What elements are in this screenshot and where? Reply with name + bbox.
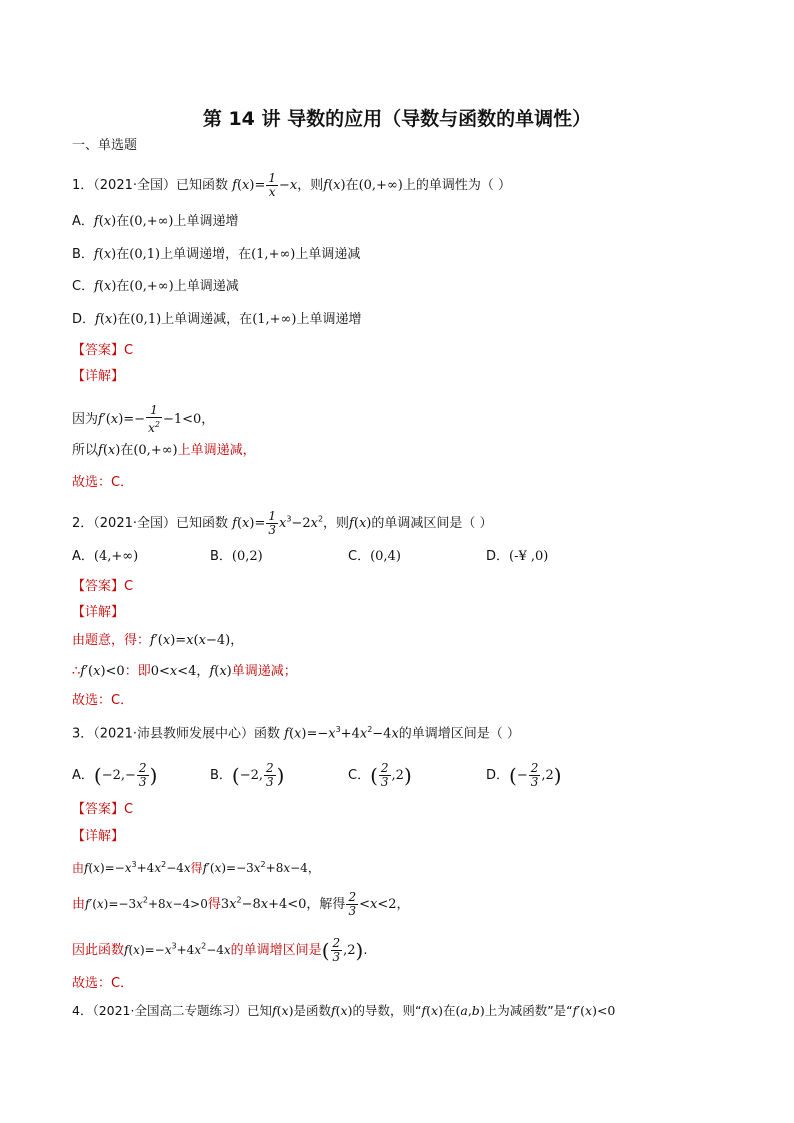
detail-3-line-1: 由$f(x)=-x^3+4x^2-4x$得$f'(x)=-3x^2+8x-4$， [72, 860, 320, 875]
question-3: 3．（2021·沛县教师发展中心）函数 $f(x)=-x^3+4x^2-4x$的单调增区间是（ ） [72, 725, 520, 742]
option-2d: D．(-¥ ,0) [486, 549, 549, 564]
question-4: 4．（2021·全国高二专题练习）已知f(x)是函数f(x)的导数，则“f(x)在(a,b)上为减函数”是“f′(x)<0 [72, 1003, 616, 1018]
option-3d: D．(− $\frac{2}{3}$ ,2) [486, 761, 562, 789]
answer-3: 【答案】C [72, 802, 134, 817]
question-2: 2．（2021·全国）已知函数 f(x)= $\frac{1}{3}$ $x^3-2x^2$，则f(x)的单调减区间是（ ） [72, 509, 493, 537]
question-1: 1．（2021·全国）已知函数 f(x)= $\frac{1}{x}$ −x，则f(x)在(0,+∞)上的单调性为（ ） [72, 171, 511, 199]
answer-2: 【答案】C [72, 579, 134, 594]
section-heading: 一、单选题 [72, 138, 138, 153]
detail-tag-1: 【详解】 [72, 369, 125, 384]
detail-3-line-3: 因此函数$f(x)=-x^3+4x^2-4x$的单调增区间是( $\frac{2}{3}$ ,2). [72, 936, 368, 964]
answer-1: 【答案】C [72, 343, 134, 358]
detail-2-line-2: ∴f′(x)<0：即0<x<4，f(x)单调递减； [72, 664, 297, 679]
detail-2-line-1: 由题意，得：f′(x)=x(x−4)， [72, 633, 244, 648]
choose-2: 故选：C． [72, 693, 134, 708]
option-1c: C．f(x)在(0,+∞)上单调递减 [72, 279, 239, 294]
detail-3-line-2: 由$f'(x)=-3x^2+8x-4>0$得$3x^2-8x+4<0$，解得 $\frac{2}{3}$ <x<2， [72, 890, 410, 918]
page-title: 第 14 讲 导数的应用（导数与函数的单调性） [202, 108, 592, 130]
detail-tag-2: 【详解】 [72, 605, 125, 620]
option-2b: B．(0,2) [210, 549, 263, 564]
detail-1-line-2: 所以f(x)在(0,+∞)上单调递减， [72, 443, 256, 458]
option-2a: A．(4,+∞) [72, 549, 139, 564]
option-3b: B．(−2, $\frac{2}{3}$ ) [210, 761, 285, 789]
option-1a: A．f(x)在(0,+∞)上单调递增 [72, 214, 239, 229]
choose-1: 故选：C． [72, 475, 134, 490]
option-2c: C．(0,4) [348, 549, 401, 564]
option-3a: A．(−2,− $\frac{2}{3}$ ) [72, 761, 158, 789]
choose-3: 故选：C． [72, 976, 134, 991]
detail-tag-3: 【详解】 [72, 829, 125, 844]
option-1d: D．f(x)在(0,1)上单调递减，在(1,+∞)上单调递增 [72, 312, 362, 327]
detail-1-line-1: 因为f′(x)=− $\frac{1}{x^2}$ −1<0， [72, 403, 215, 435]
option-1b: B．f(x)在(0,1)上单调递增，在(1,+∞)上单调递减 [72, 247, 361, 262]
option-3c: C．( $\frac{2}{3}$ ,2) [348, 761, 412, 789]
